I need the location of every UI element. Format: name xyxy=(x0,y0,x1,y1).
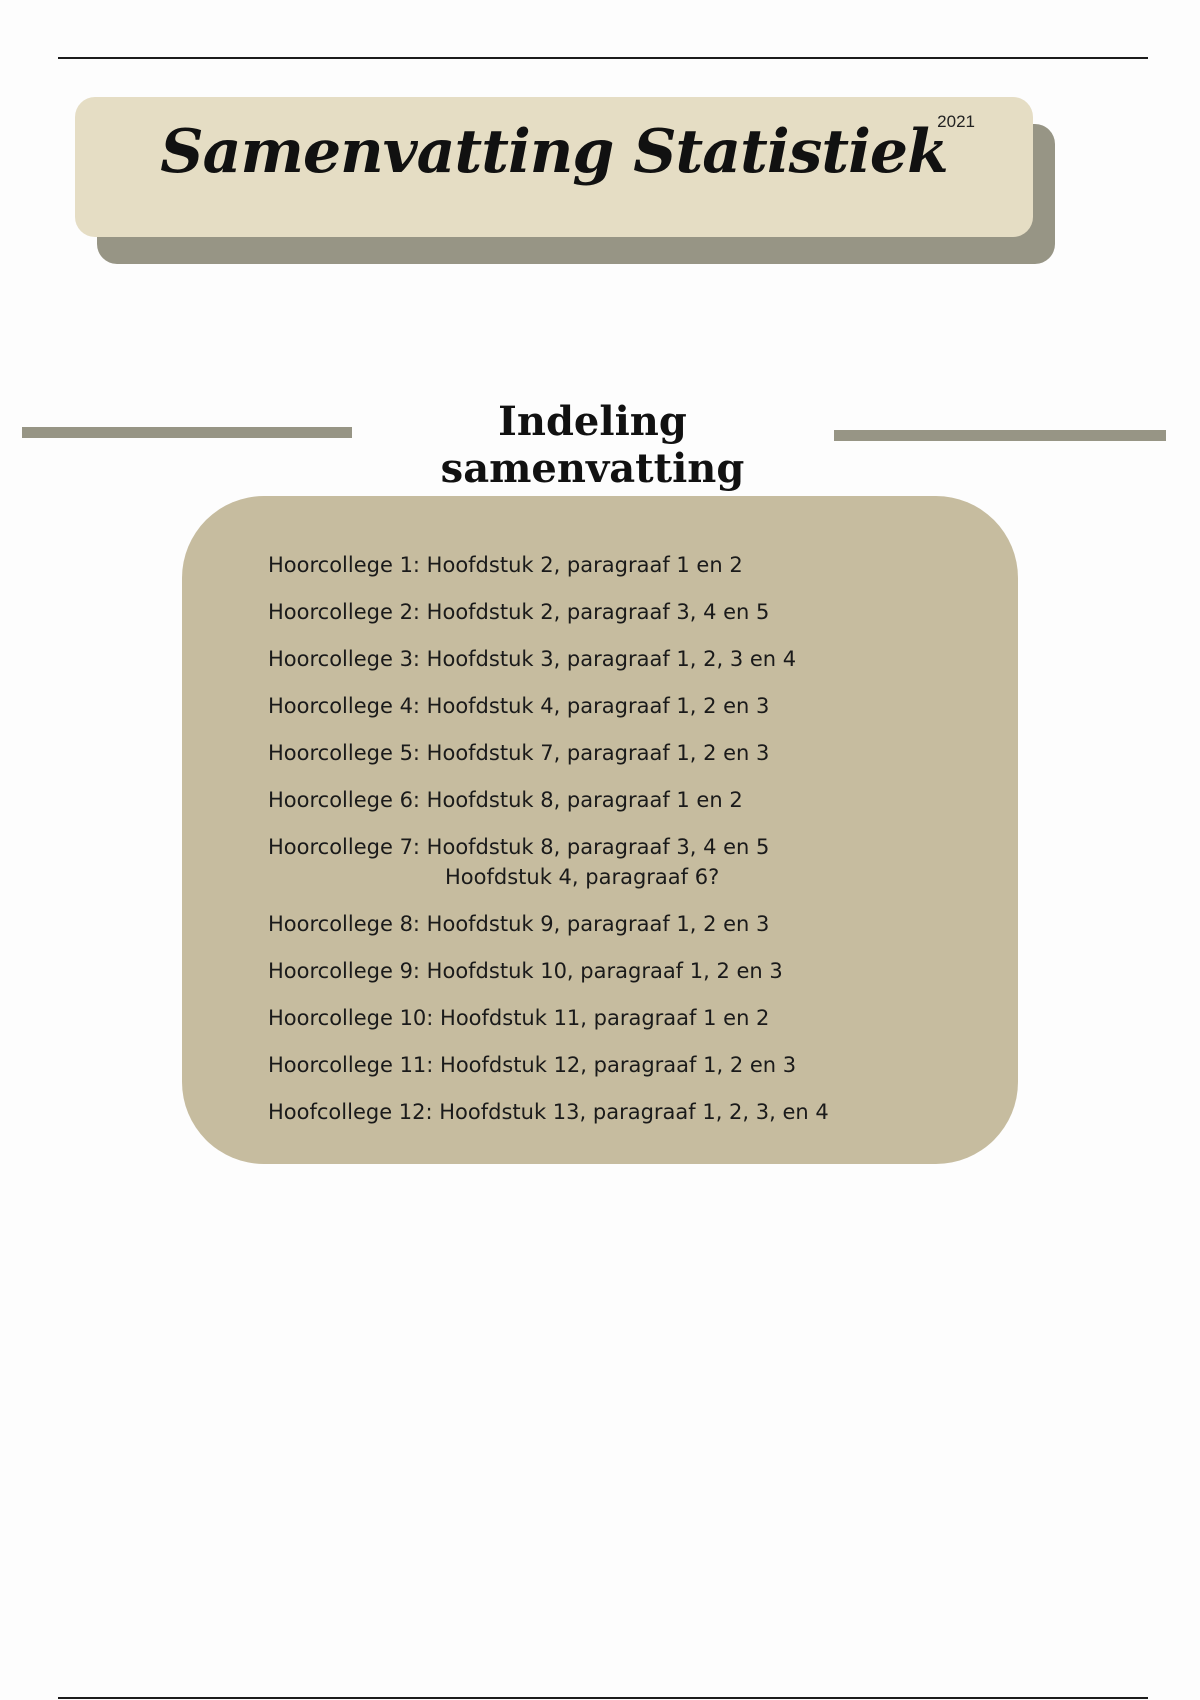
toc-item xyxy=(268,1050,829,1080)
toc-item-label: Hoorcollege 5: Hoofdstuk 7, paragraaf 1, 2 en 3 xyxy=(268,741,770,765)
toc-item xyxy=(268,909,829,939)
table-of-contents-panel xyxy=(182,496,1018,1164)
toc-item xyxy=(268,738,829,768)
table-of-contents-list xyxy=(268,550,829,1144)
toc-item-label: Hoorcollege 6: Hoofdstuk 8, paragraaf 1 en 2 xyxy=(268,788,743,812)
document-title: Samenvatting Statistiek xyxy=(160,117,948,187)
toc-item-label: Hoorcollege 11: Hoofdstuk 12, paragraaf 1, 2 en 3 xyxy=(268,1053,797,1077)
toc-item-label: Hoorcollege 10: Hoofdstuk 11, paragraaf 1 en 2 xyxy=(268,1006,770,1030)
section-divider-right xyxy=(834,430,1166,441)
toc-item xyxy=(268,1097,829,1127)
toc-item xyxy=(268,644,829,674)
toc-item-label: Hoorcollege 8: Hoofdstuk 9, paragraaf 1, 2 en 3 xyxy=(268,912,770,936)
year-label: 2021 xyxy=(937,112,975,131)
toc-item xyxy=(268,691,829,721)
toc-item-label: Hoorcollege 9: Hoofdstuk 10, paragraaf 1, 2 en 3 xyxy=(268,959,783,983)
section-heading: Indeling samenvatting xyxy=(440,398,745,492)
toc-item xyxy=(268,1003,829,1033)
title-banner xyxy=(75,97,1033,237)
toc-item-continuation: Hoofdstuk 4, paragraaf 6? xyxy=(445,865,720,889)
section-divider-left xyxy=(22,427,352,438)
toc-item-label: Hoorcollege 3: Hoofdstuk 3, paragraaf 1, 2, 3 en 4 xyxy=(268,647,797,671)
toc-item-label: Hoorcollege 1: Hoofdstuk 2, paragraaf 1 en 2 xyxy=(268,553,743,577)
toc-item-label: Hoofcollege 12: Hoofdstuk 13, paragraaf 1, 2, 3, en 4 xyxy=(268,1100,829,1124)
toc-item xyxy=(268,785,829,815)
toc-item-label: Hoorcollege 2: Hoofdstuk 2, paragraaf 3, 4 en 5 xyxy=(268,600,770,624)
toc-item xyxy=(268,956,829,986)
bottom-rule xyxy=(58,1697,1148,1699)
toc-item xyxy=(268,550,829,580)
toc-item xyxy=(268,832,829,892)
toc-item-label: Hoorcollege 4: Hoofdstuk 4, paragraaf 1, 2 en 3 xyxy=(268,694,770,718)
toc-item-label: Hoorcollege 7: Hoofdstuk 8, paragraaf 3, 4 en 5 xyxy=(268,835,770,859)
top-rule xyxy=(58,57,1148,59)
toc-item xyxy=(268,597,829,627)
